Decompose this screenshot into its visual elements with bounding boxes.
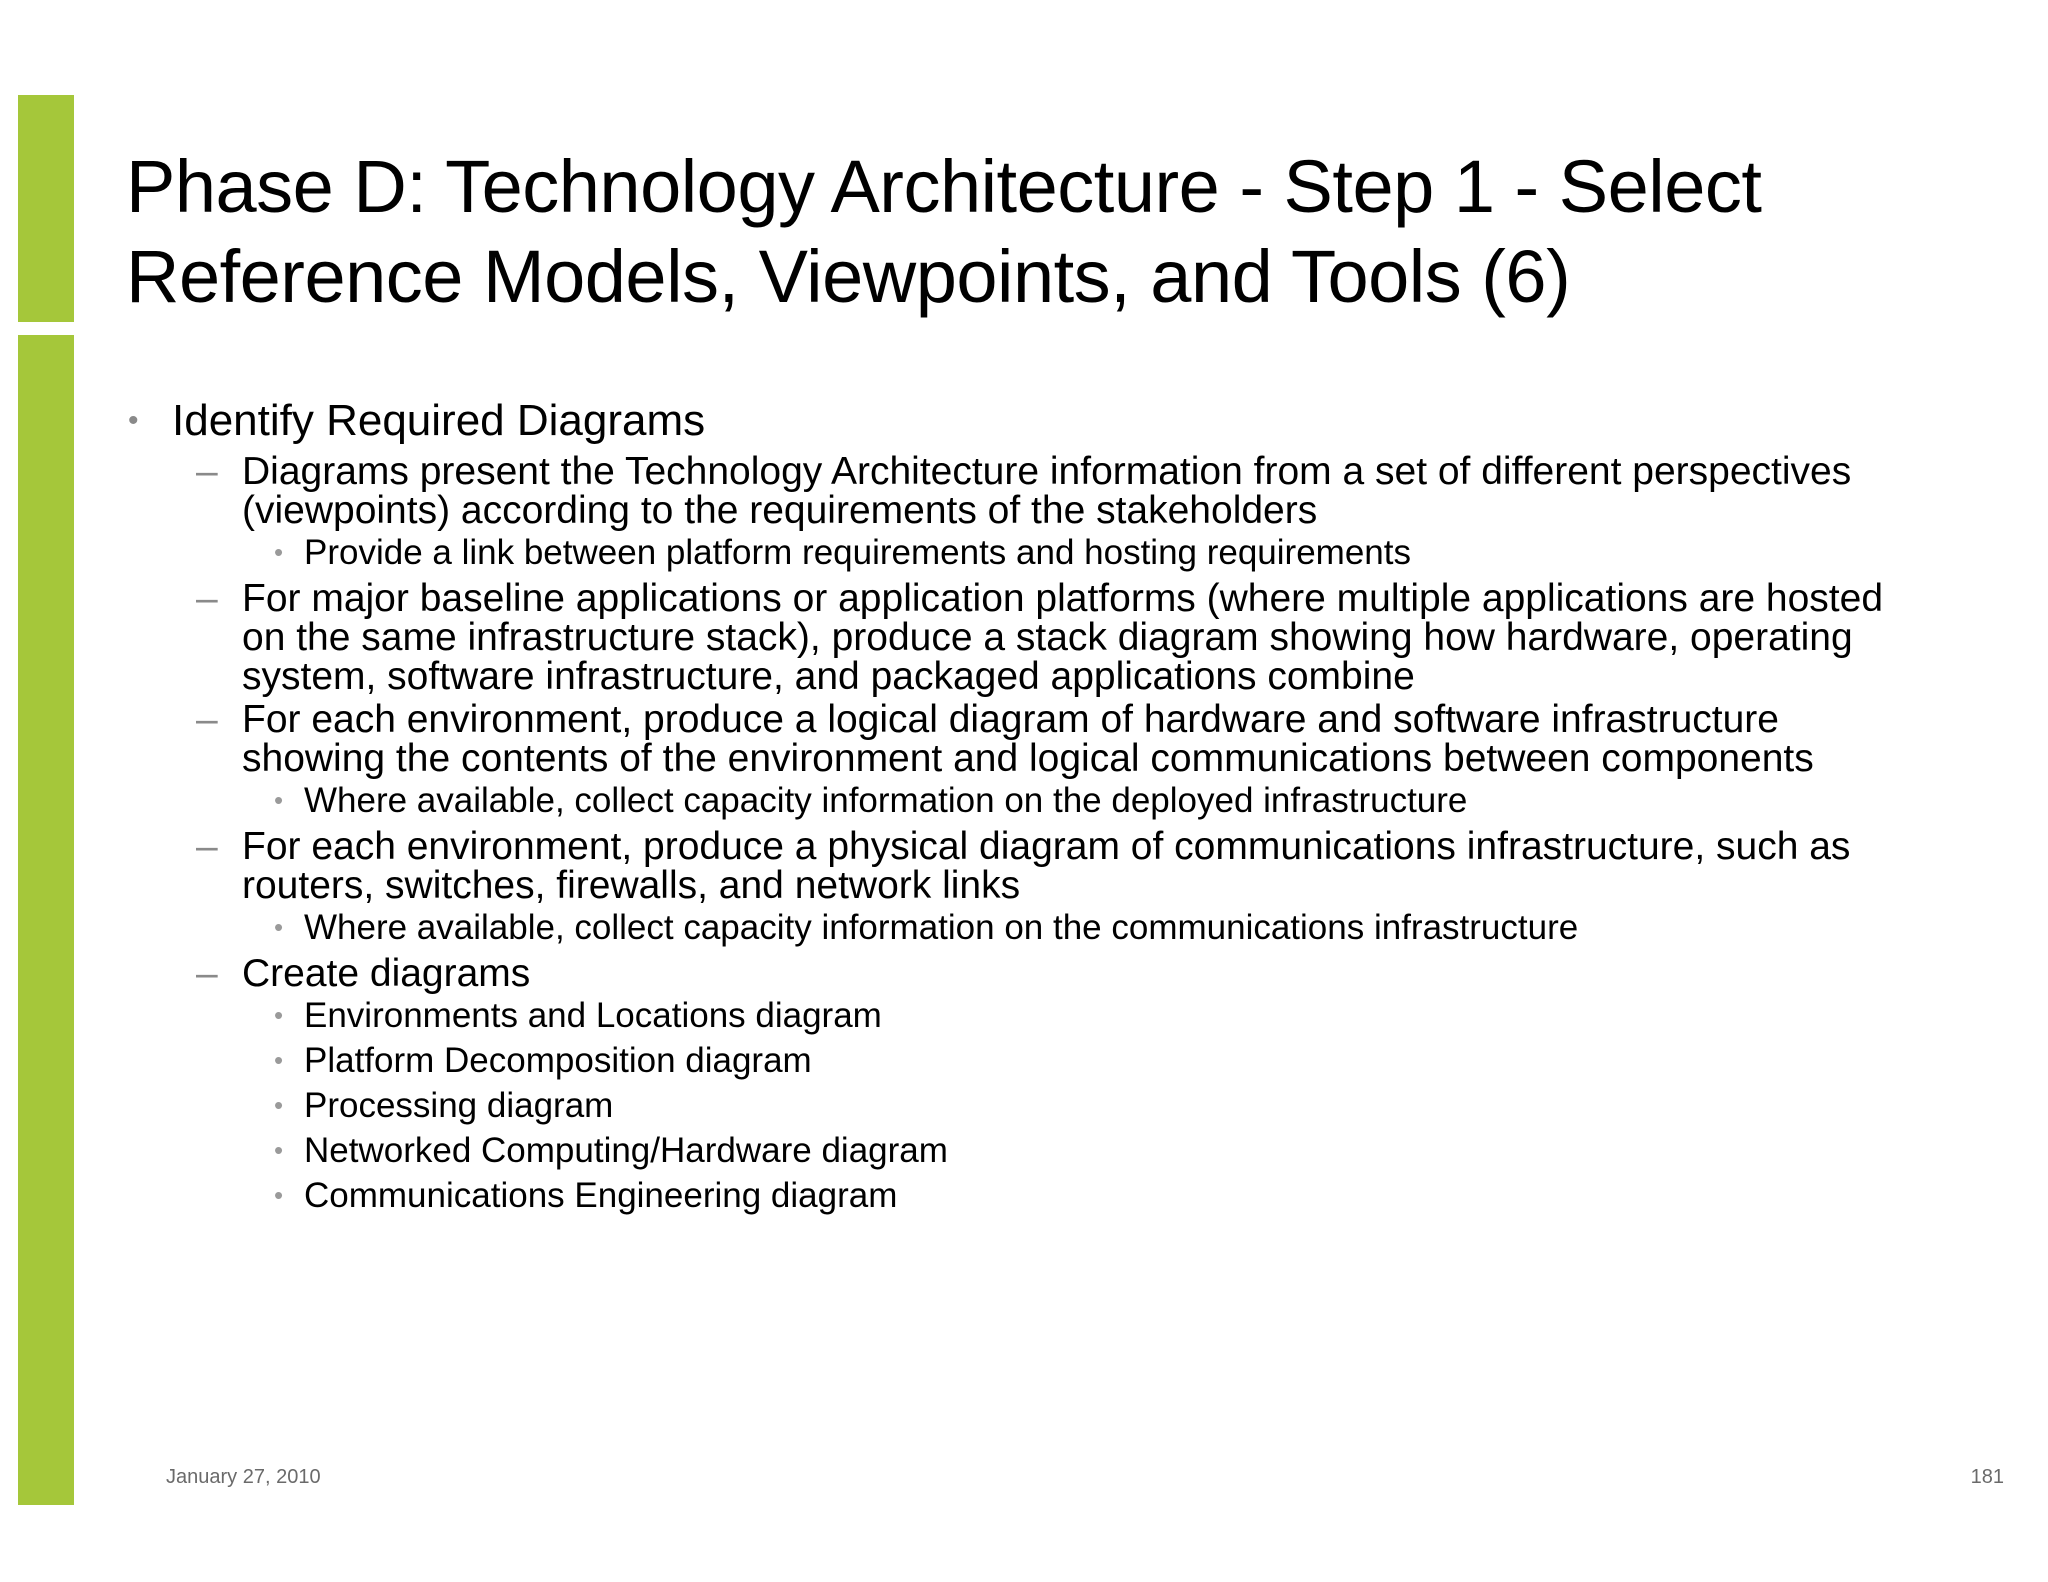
accent-bar-top (18, 95, 74, 322)
sub-text: Processing diagram (304, 1086, 614, 1125)
item-1-text: Diagrams present the Technology Architecture information from a set of different perspectives (viewpoints) according to the requirements of the stakeholders (242, 450, 1852, 532)
bullet-icon: • (274, 537, 284, 567)
bullet-icon: • (128, 404, 139, 437)
title-line-2: Reference Models, Viewpoints, and Tools (6) (126, 235, 1571, 318)
item-2-text: For major baseline applications or application platforms (where multiple applications are hosted on the same infrastructure stack), produce a stack diagram showing how hardware, operating system, software infrastructure, and packaged applications combine (242, 577, 1884, 698)
item-4-sub-1 (266, 905, 2006, 950)
item-3-sub-1 (266, 778, 2006, 823)
item-5-sub-2 (266, 1038, 2006, 1083)
item-1-sub-1 (266, 530, 2006, 575)
footer-date: January 27, 2010 (166, 1466, 321, 1488)
item-3 (196, 700, 2006, 778)
item-5-sub-3 (266, 1083, 2006, 1128)
slide-title (126, 142, 2006, 322)
title-line-1: Phase D: Technology Architecture - Step 1 - Select (126, 145, 1762, 228)
dash-icon: – (196, 952, 218, 995)
sub-text: Networked Computing/Hardware diagram (304, 1131, 948, 1170)
item-5-text: Create diagrams (242, 952, 531, 995)
sub-text: Environments and Locations diagram (304, 996, 882, 1035)
item-5-sub-4 (266, 1128, 2006, 1173)
item-5-sub-5 (266, 1173, 2006, 1218)
sub-text: Platform Decomposition diagram (304, 1041, 812, 1080)
item-1 (196, 452, 2006, 530)
bullet-icon: • (274, 1135, 284, 1165)
bullet-icon: • (274, 1045, 284, 1075)
item-5 (196, 954, 2006, 993)
sub-text: Where available, collect capacity information on the communications infrastructure (304, 908, 1579, 947)
bullet-icon: • (274, 1090, 284, 1120)
item-3-text: For each environment, produce a logical diagram of hardware and software infrastructure showing the contents of the environment and logical communications between components (242, 698, 1814, 780)
item-4-text: For each environment, produce a physical diagram of communications infrastructure, such as routers, switches, firewalls, and network links (242, 825, 1851, 907)
bullet-level1 (126, 394, 2006, 448)
accent-bar-bottom (18, 335, 74, 1505)
item-2 (196, 579, 2006, 696)
bullet-icon: • (274, 1180, 284, 1210)
page-number: 181 (1970, 1466, 2004, 1488)
sub-text: Where available, collect capacity information on the deployed infrastructure (304, 781, 1468, 820)
dash-icon: – (196, 698, 218, 741)
item-5-sub-1 (266, 993, 2006, 1038)
level1-text: Identify Required Diagrams (172, 396, 706, 445)
bullet-icon: • (274, 1000, 284, 1030)
slide-content (126, 394, 2006, 1218)
sub-text: Communications Engineering diagram (304, 1176, 898, 1215)
dash-icon: – (196, 577, 218, 620)
bullet-icon: • (274, 912, 284, 942)
dash-icon: – (196, 450, 218, 493)
item-4 (196, 827, 2006, 905)
bullet-icon: • (274, 785, 284, 815)
dash-icon: – (196, 825, 218, 868)
sub-text: Provide a link between platform requirements and hosting requirements (304, 533, 1411, 572)
